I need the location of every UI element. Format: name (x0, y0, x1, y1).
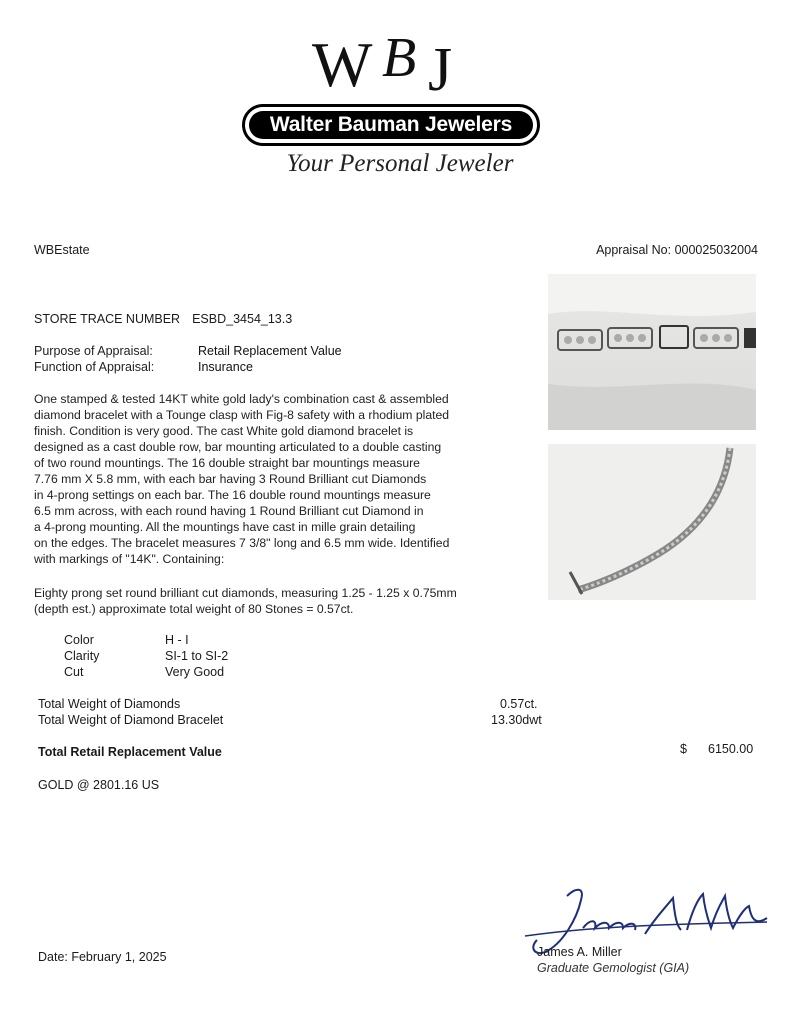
clarity-label: Clarity (64, 649, 100, 663)
stones-description: Eighty prong set round brilliant cut diamonds, measuring 1.25 - 1.25 x 0.75mm (depth est.) approximate total weight of 80 Stones = 0.57ct. (34, 586, 457, 616)
bracelet-weight-value: 13.30dwt (491, 713, 542, 727)
total-value-amount: 6150.00 (708, 742, 754, 756)
function-label: Function of Appraisal: (34, 360, 155, 374)
color-value: H - I (165, 633, 189, 647)
store-trace-number (34, 312, 292, 326)
total-currency: $ (680, 742, 687, 756)
signer-name: James A. Miller (537, 945, 622, 959)
appraisal-date: Date: February 1, 2025 (38, 950, 167, 964)
cut-value: Very Good (165, 665, 225, 679)
clarity-value: SI-1 to SI-2 (165, 649, 229, 663)
purpose-value: Retail Replacement Value (198, 344, 342, 358)
signer-title: Graduate Gemologist (GIA) (537, 961, 690, 975)
diamond-weight-label: Total Weight of Diamonds (38, 697, 181, 711)
appraisal-number: Appraisal No: 000025032004 (596, 243, 758, 257)
brand-badge (242, 104, 540, 146)
gold-price: GOLD @ 2801.16 US (38, 778, 160, 792)
bracelet-weight-label: Total Weight of Diamond Bracelet (38, 713, 224, 727)
wbj-monogram-logo (300, 20, 500, 100)
svg-text:B: B (382, 27, 417, 89)
trace-value: ESBD_3454_13.3 (192, 312, 293, 326)
diamond-weight-value: 0.57ct. (500, 697, 538, 711)
tagline: Your Personal Jeweler (286, 150, 514, 177)
bracelet-full-photo (548, 444, 756, 600)
total-value-label: Total Retail Replacement Value (38, 745, 222, 759)
purpose-label: Purpose of Appraisal: (34, 344, 153, 358)
color-label: Color (64, 633, 94, 647)
estate-label: WBEstate (34, 243, 90, 257)
item-description: One stamped & tested 14KT white gold lady's combination cast & assembled diamond bracelet with a Tounge clasp with Fig-8 safety with a rhodium plated finish. Condition is very good. The cast White gold diamond bracelet is designed as a cast double row, bar mounting articulated to a double casting of two round mountings. The 16 double straight bar mountings measure 7.76 mm X 5.8 mm, with each bar having 3 Round Brilliant cut Diamonds in 4-prong settings on each bar. The 16 double round mountings measure 6.5 mm across, with each round having 1 Round Brilliant cut Diamond in a 4-prong mounting. All the mountings have cast in mille grain detailing on the edges. The bracelet measures 7 3/8" long and 6.5 mm wide. Identified with markings of "14K". Containing: (34, 392, 450, 566)
trace-label: STORE TRACE NUMBER (34, 312, 181, 326)
function-value: Insurance (198, 360, 253, 374)
svg-text:W: W (312, 29, 373, 100)
bracelet-closeup-photo (548, 274, 756, 430)
cut-label: Cut (64, 665, 84, 679)
brand-name: Walter Bauman Jewelers (269, 113, 513, 136)
svg-text:J: J (428, 36, 453, 100)
